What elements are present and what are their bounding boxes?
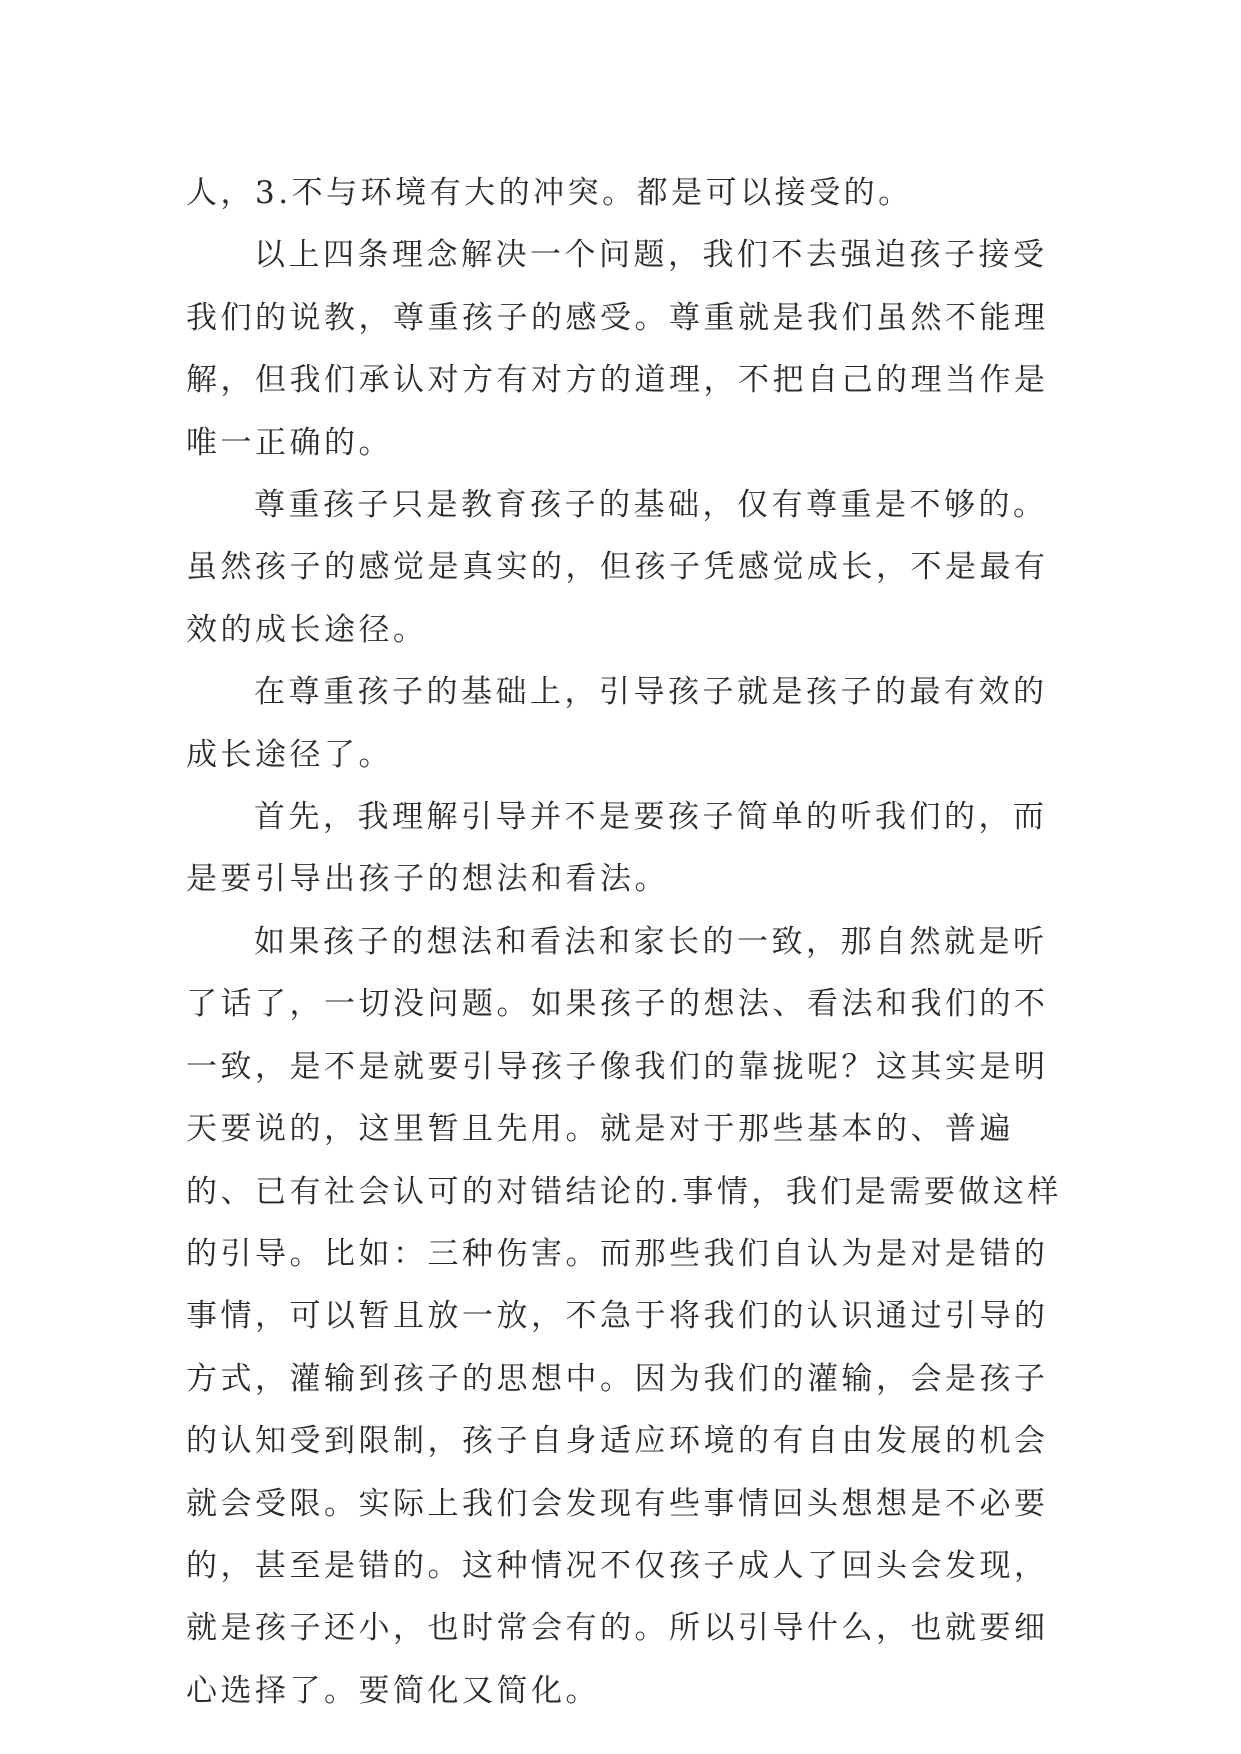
- paragraph-6: 如果孩子的想法和看法和家长的一致，那自然就是听了话了，一切没问题。如果孩子的想法、看法和我们的不一致，是不是就要引导孩子像我们的靠拢呢？这其实是明天要说的，这里暂且先用。就是对于那些基本的、普遍的、已有社会认可的对错结论的.事情，我们是需要做这样的引导。比如：三种伤害。而那些我们自认为是对是错的事情，可以暂且放一放，不急于将我们的认识通过引导的方式，灌输到孩子的思想中。因为我们的灌输，会是孩子的认知受到限制，孩子自身适应环境的有自由发展的机会就会受限。实际上我们会发现有些事情回头想想是不必要的，甚至是错的。这种情况不仅孩子成人了回头会发现，就是孩子还小，也时常会有的。所以引导什么，也就要细心选择了。要简化又简化。: [186, 923, 1062, 1709]
- paragraph-2: 以上四条理念解决一个问题，我们不去强迫孩子接受我们的说教，尊重孩子的感受。尊重就是我们虽然不能理解，但我们承认对方有对方的道理，不把自己的理当作是唯一正确的。: [186, 237, 1049, 461]
- paragraph-3: 尊重孩子只是教育孩子的基础，仅有尊重是不够的。虽然孩子的感觉是真实的，但孩子凭感觉成长，不是最有效的成长途径。: [186, 487, 1049, 648]
- document-body: [186, 162, 1066, 1722]
- paragraph-5: 首先，我理解引导并不是要孩子简单的听我们的，而是要引导出孩子的想法和看法。: [186, 799, 1048, 898]
- paragraph-4: 在尊重孩子的基础上，引导孩子就是孩子的最有效的成长途径了。: [186, 674, 1048, 773]
- paragraph-1: 人，3.不与环境有大的冲突。都是可以接受的。: [186, 175, 913, 211]
